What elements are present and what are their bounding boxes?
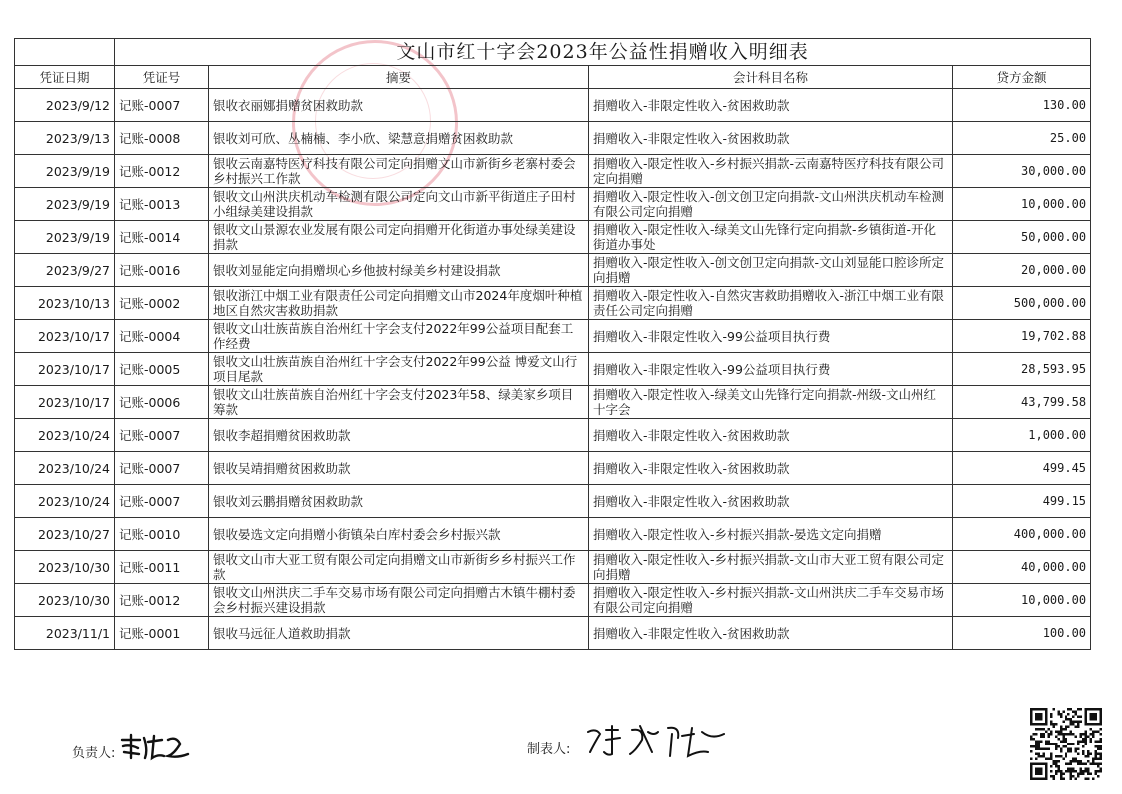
row-amount: 499.45 (953, 452, 1091, 485)
row-amount: 25.00 (953, 122, 1091, 155)
row-subject: 捐赠收入-限定性收入-自然灾害救助捐赠收入-浙江中烟工业有限责任公司定向捐赠 (589, 287, 953, 320)
row-amount: 19,702.88 (953, 320, 1091, 353)
table-row (15, 122, 1091, 155)
row-summary: 银收刘显能定向捐赠坝心乡他披村绿美乡村建设捐款 (209, 254, 589, 287)
row-date: 2023/10/27 (15, 518, 115, 551)
row-amount: 28,593.95 (953, 353, 1091, 386)
ledger-sheet (14, 38, 1090, 650)
row-amount: 40,000.00 (953, 551, 1091, 584)
row-voucher: 记账-0005 (115, 353, 209, 386)
row-date: 2023/9/13 (15, 122, 115, 155)
row-subject: 捐赠收入-限定性收入-乡村振兴捐款-文山市大亚工贸有限公司定向捐赠 (589, 551, 953, 584)
row-voucher: 记账-0004 (115, 320, 209, 353)
row-subject: 捐赠收入-非限定性收入-贫困救助款 (589, 617, 953, 650)
table-row (15, 287, 1091, 320)
row-date: 2023/10/17 (15, 386, 115, 419)
row-voucher: 记账-0007 (115, 452, 209, 485)
row-subject: 捐赠收入-限定性收入-乡村振兴捐款-晏选文定向捐赠 (589, 518, 953, 551)
row-summary: 银收衣丽娜捐赠贫困救助款 (209, 89, 589, 122)
row-date: 2023/10/30 (15, 584, 115, 617)
row-summary: 银收文山壮族苗族自治州红十字会支付2022年99公益 博爱文山行项目尾款 (209, 353, 589, 386)
row-amount: 100.00 (953, 617, 1091, 650)
row-date: 2023/10/30 (15, 551, 115, 584)
row-summary: 银收浙江中烟工业有限责任公司定向捐赠文山市2024年度烟叶种植地区自然灾害救助捐款 (209, 287, 589, 320)
row-date: 2023/9/19 (15, 155, 115, 188)
preparer-label: 制表人: (527, 742, 571, 757)
donation-ledger-table (14, 38, 1091, 650)
row-voucher: 记账-0016 (115, 254, 209, 287)
table-row (15, 452, 1091, 485)
row-date: 2023/10/13 (15, 287, 115, 320)
preparer-signature (584, 722, 734, 762)
row-date: 2023/9/19 (15, 188, 115, 221)
table-row (15, 485, 1091, 518)
row-date: 2023/9/12 (15, 89, 115, 122)
table-row (15, 617, 1091, 650)
row-voucher: 记账-0008 (115, 122, 209, 155)
row-voucher: 记账-0002 (115, 287, 209, 320)
row-date: 2023/9/27 (15, 254, 115, 287)
row-summary: 银收晏选文定向捐赠小街镇朵白库村委会乡村振兴款 (209, 518, 589, 551)
header-summary: 摘要 (209, 66, 589, 89)
row-amount: 500,000.00 (953, 287, 1091, 320)
row-voucher: 记账-0006 (115, 386, 209, 419)
table-row (15, 254, 1091, 287)
header-amount: 贷方金额 (953, 66, 1091, 89)
row-subject: 捐赠收入-限定性收入-乡村振兴捐款-云南嘉特医疗科技有限公司定向捐赠 (589, 155, 953, 188)
row-voucher: 记账-0010 (115, 518, 209, 551)
row-voucher: 记账-0001 (115, 617, 209, 650)
page-title: 文山市红十字会2023年公益性捐赠收入明细表 (115, 39, 1091, 66)
row-summary: 银收文山景源农业发展有限公司定向捐赠开化街道办事处绿美建设捐款 (209, 221, 589, 254)
row-amount: 30,000.00 (953, 155, 1091, 188)
table-row (15, 353, 1091, 386)
table-row (15, 386, 1091, 419)
row-amount: 43,799.58 (953, 386, 1091, 419)
table-row (15, 155, 1091, 188)
row-subject: 捐赠收入-非限定性收入-贫困救助款 (589, 122, 953, 155)
row-voucher: 记账-0007 (115, 89, 209, 122)
row-subject: 捐赠收入-限定性收入-绿美文山先锋行定向捐款-州级-文山州红十字会 (589, 386, 953, 419)
row-summary: 银收刘可欣、丛楠楠、李小欣、梁慧意捐赠贫困救助款 (209, 122, 589, 155)
row-summary: 银收马远征人道救助捐款 (209, 617, 589, 650)
table-row (15, 188, 1091, 221)
responsible-label: 负责人: (72, 746, 116, 761)
row-summary: 银收文山州洪庆二手车交易市场有限公司定向捐赠古木镇牛棚村委会乡村振兴建设捐款 (209, 584, 589, 617)
header-subject: 会计科目名称 (589, 66, 953, 89)
table-row (15, 518, 1091, 551)
row-date: 2023/10/24 (15, 485, 115, 518)
row-voucher: 记账-0014 (115, 221, 209, 254)
table-row (15, 320, 1091, 353)
row-voucher: 记账-0012 (115, 584, 209, 617)
title-blank-1 (15, 39, 115, 66)
row-date: 2023/9/19 (15, 221, 115, 254)
table-row (15, 221, 1091, 254)
row-date: 2023/10/24 (15, 419, 115, 452)
qr-code (1030, 708, 1102, 780)
row-amount: 20,000.00 (953, 254, 1091, 287)
row-subject: 捐赠收入-非限定性收入-99公益项目执行费 (589, 320, 953, 353)
row-subject: 捐赠收入-非限定性收入-贫困救助款 (589, 89, 953, 122)
row-summary: 银收李超捐赠贫困救助款 (209, 419, 589, 452)
row-subject: 捐赠收入-非限定性收入-99公益项目执行费 (589, 353, 953, 386)
row-date: 2023/10/17 (15, 353, 115, 386)
row-amount: 130.00 (953, 89, 1091, 122)
row-summary: 银收刘云鹏捐赠贫困救助款 (209, 485, 589, 518)
row-subject: 捐赠收入-限定性收入-创文创卫定向捐款-文山刘显能口腔诊所定向捐赠 (589, 254, 953, 287)
table-row (15, 419, 1091, 452)
row-subject: 捐赠收入-非限定性收入-贫困救助款 (589, 452, 953, 485)
row-voucher: 记账-0007 (115, 419, 209, 452)
row-subject: 捐赠收入-非限定性收入-贫困救助款 (589, 419, 953, 452)
row-voucher: 记账-0012 (115, 155, 209, 188)
row-summary: 银收吴靖捐赠贫困救助款 (209, 452, 589, 485)
row-amount: 499.15 (953, 485, 1091, 518)
row-subject: 捐赠收入-非限定性收入-贫困救助款 (589, 485, 953, 518)
row-summary: 银收文山州洪庆机动车检测有限公司定向文山市新平街道庄子田村小组绿美建设捐款 (209, 188, 589, 221)
row-amount: 400,000.00 (953, 518, 1091, 551)
row-summary: 银收文山壮族苗族自治州红十字会支付2022年99公益项目配套工作经费 (209, 320, 589, 353)
responsible-signature (118, 732, 192, 762)
row-date: 2023/11/1 (15, 617, 115, 650)
row-amount: 50,000.00 (953, 221, 1091, 254)
row-voucher: 记账-0007 (115, 485, 209, 518)
row-subject: 捐赠收入-限定性收入-乡村振兴捐款-文山州洪庆二手车交易市场有限公司定向捐赠 (589, 584, 953, 617)
row-summary: 银收文山壮族苗族自治州红十字会支付2023年58、绿美家乡项目筹款 (209, 386, 589, 419)
row-amount: 10,000.00 (953, 584, 1091, 617)
row-voucher: 记账-0013 (115, 188, 209, 221)
row-subject: 捐赠收入-限定性收入-绿美文山先锋行定向捐款-乡镇街道-开化街道办事处 (589, 221, 953, 254)
signature-footer (0, 730, 1122, 780)
row-amount: 1,000.00 (953, 419, 1091, 452)
row-voucher: 记账-0011 (115, 551, 209, 584)
table-row (15, 584, 1091, 617)
row-subject: 捐赠收入-限定性收入-创文创卫定向捐款-文山州洪庆机动车检测有限公司定向捐赠 (589, 188, 953, 221)
row-amount: 10,000.00 (953, 188, 1091, 221)
header-voucher: 凭证号 (115, 66, 209, 89)
row-date: 2023/10/24 (15, 452, 115, 485)
row-summary: 银收云南嘉特医疗科技有限公司定向捐赠文山市新街乡老寨村委会乡村振兴工作款 (209, 155, 589, 188)
row-date: 2023/10/17 (15, 320, 115, 353)
table-row (15, 89, 1091, 122)
header-date: 凭证日期 (15, 66, 115, 89)
row-summary: 银收文山市大亚工贸有限公司定向捐赠文山市新街乡乡村振兴工作款 (209, 551, 589, 584)
table-row (15, 551, 1091, 584)
